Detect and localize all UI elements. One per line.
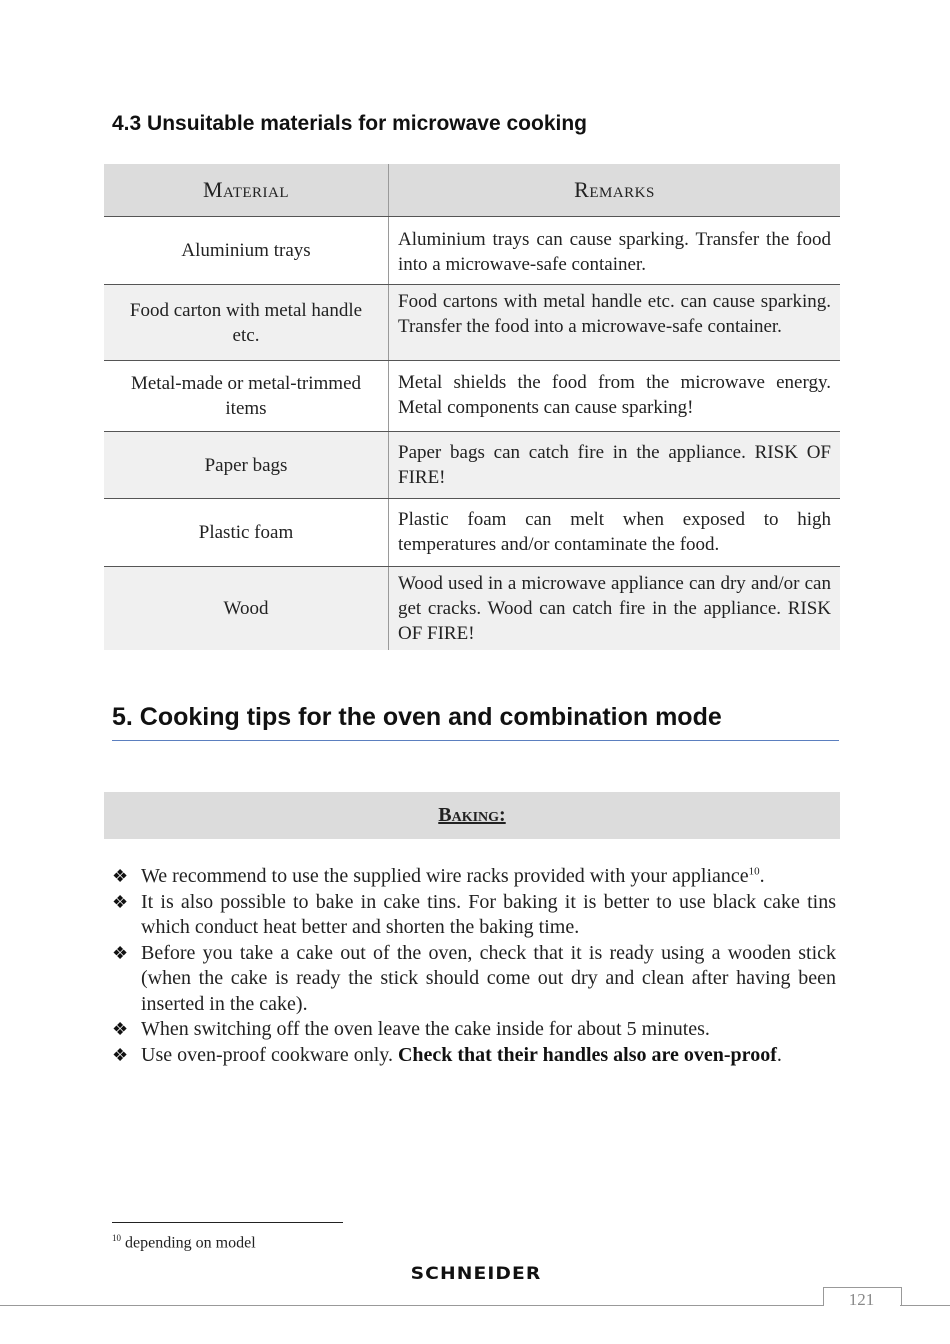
tip-text: We recommend to use the supplied wire racks provided with your appliance (141, 865, 749, 887)
footnote-number: 10 (112, 1233, 121, 1243)
table-row (104, 361, 840, 432)
table-row (104, 432, 840, 499)
material-cell: Aluminium trays (104, 217, 389, 285)
remarks-cell: Wood used in a microwave appliance can dry and/or can get cracks. Wood can catch fire in the appliance. RISK OF FIRE! (389, 567, 841, 651)
footnote-text: depending on model (121, 1234, 256, 1252)
remarks-cell: Metal shields the food from the microwave energy. Metal components can cause sparking! (389, 361, 841, 432)
list-item (112, 1017, 836, 1043)
list-item (112, 1043, 836, 1069)
tip-punctuation: . (776, 1043, 782, 1066)
footer-rule-right (900, 1305, 950, 1306)
list-item (112, 941, 836, 1018)
diamond-bullet-icon: ❖ (112, 1044, 129, 1065)
diamond-bullet-icon: ❖ (112, 891, 129, 912)
footnote-separator (112, 1222, 343, 1223)
table-row (104, 499, 840, 567)
page-number: 121 (848, 1290, 875, 1309)
material-cell: Plastic foam (104, 499, 389, 567)
material-cell: Metal-made or metal-trimmed items (104, 361, 389, 432)
list-item (112, 864, 836, 890)
material-cell: Wood (104, 567, 389, 651)
material-cell: Food carton with metal handle etc. (104, 285, 389, 361)
remarks-cell: Plastic foam can melt when exposed to high temperatures and/or contaminate the food. (389, 499, 841, 567)
footer-rule-left (0, 1305, 823, 1306)
table-header-row (104, 164, 840, 217)
baking-heading: Baking: (438, 804, 506, 826)
tip-bold-text: Check that their handles also are oven-proof (397, 1043, 777, 1066)
tip-punctuation: . (759, 865, 765, 887)
column-header-remarks: Remarks (389, 164, 841, 217)
chapter-title: 5. Cooking tips for the oven and combination mode (112, 703, 839, 741)
diamond-bullet-icon: ❖ (112, 866, 129, 886)
tip-text: Use oven-proof cookware only. (141, 1043, 398, 1066)
table-row (104, 217, 840, 285)
footnote (112, 1233, 256, 1252)
footnote-ref: 10 (748, 865, 760, 878)
material-cell: Paper bags (104, 432, 389, 499)
column-header-material: Material (104, 164, 389, 217)
diamond-bullet-icon: ❖ (112, 942, 129, 963)
tip-text: Before you take a cake out of the oven, check that it is ready using a wooden stick (when the cake is ready the stick should come out dry and clean after having been inserted in the cake). (141, 941, 836, 1015)
section-title: 4.3 Unsuitable materials for microwave cooking (112, 112, 587, 135)
remarks-cell: Aluminium trays can cause sparking. Transfer the food into a microwave-safe container. (389, 217, 841, 285)
brand-logo: SCHNEIDER (410, 1264, 542, 1284)
remarks-cell: Food cartons with metal handle etc. can cause sparking. Transfer the food into a microwave-safe container. (389, 285, 841, 361)
baking-tips-list (112, 864, 836, 1068)
tip-text: When switching off the oven leave the cake inside for about 5 minutes. (141, 1018, 710, 1040)
remarks-cell: Paper bags can catch fire in the appliance. RISK OF FIRE! (389, 432, 841, 499)
baking-heading-bar (104, 792, 840, 839)
list-item (112, 890, 836, 941)
diamond-bullet-icon: ❖ (112, 1019, 129, 1039)
table-row (104, 285, 840, 361)
tip-text: It is also possible to bake in cake tins. For baking it is better to use black cake tins which conduct heat better and shorten the baking time. (141, 890, 836, 938)
materials-table (104, 164, 840, 650)
table-row (104, 567, 840, 651)
